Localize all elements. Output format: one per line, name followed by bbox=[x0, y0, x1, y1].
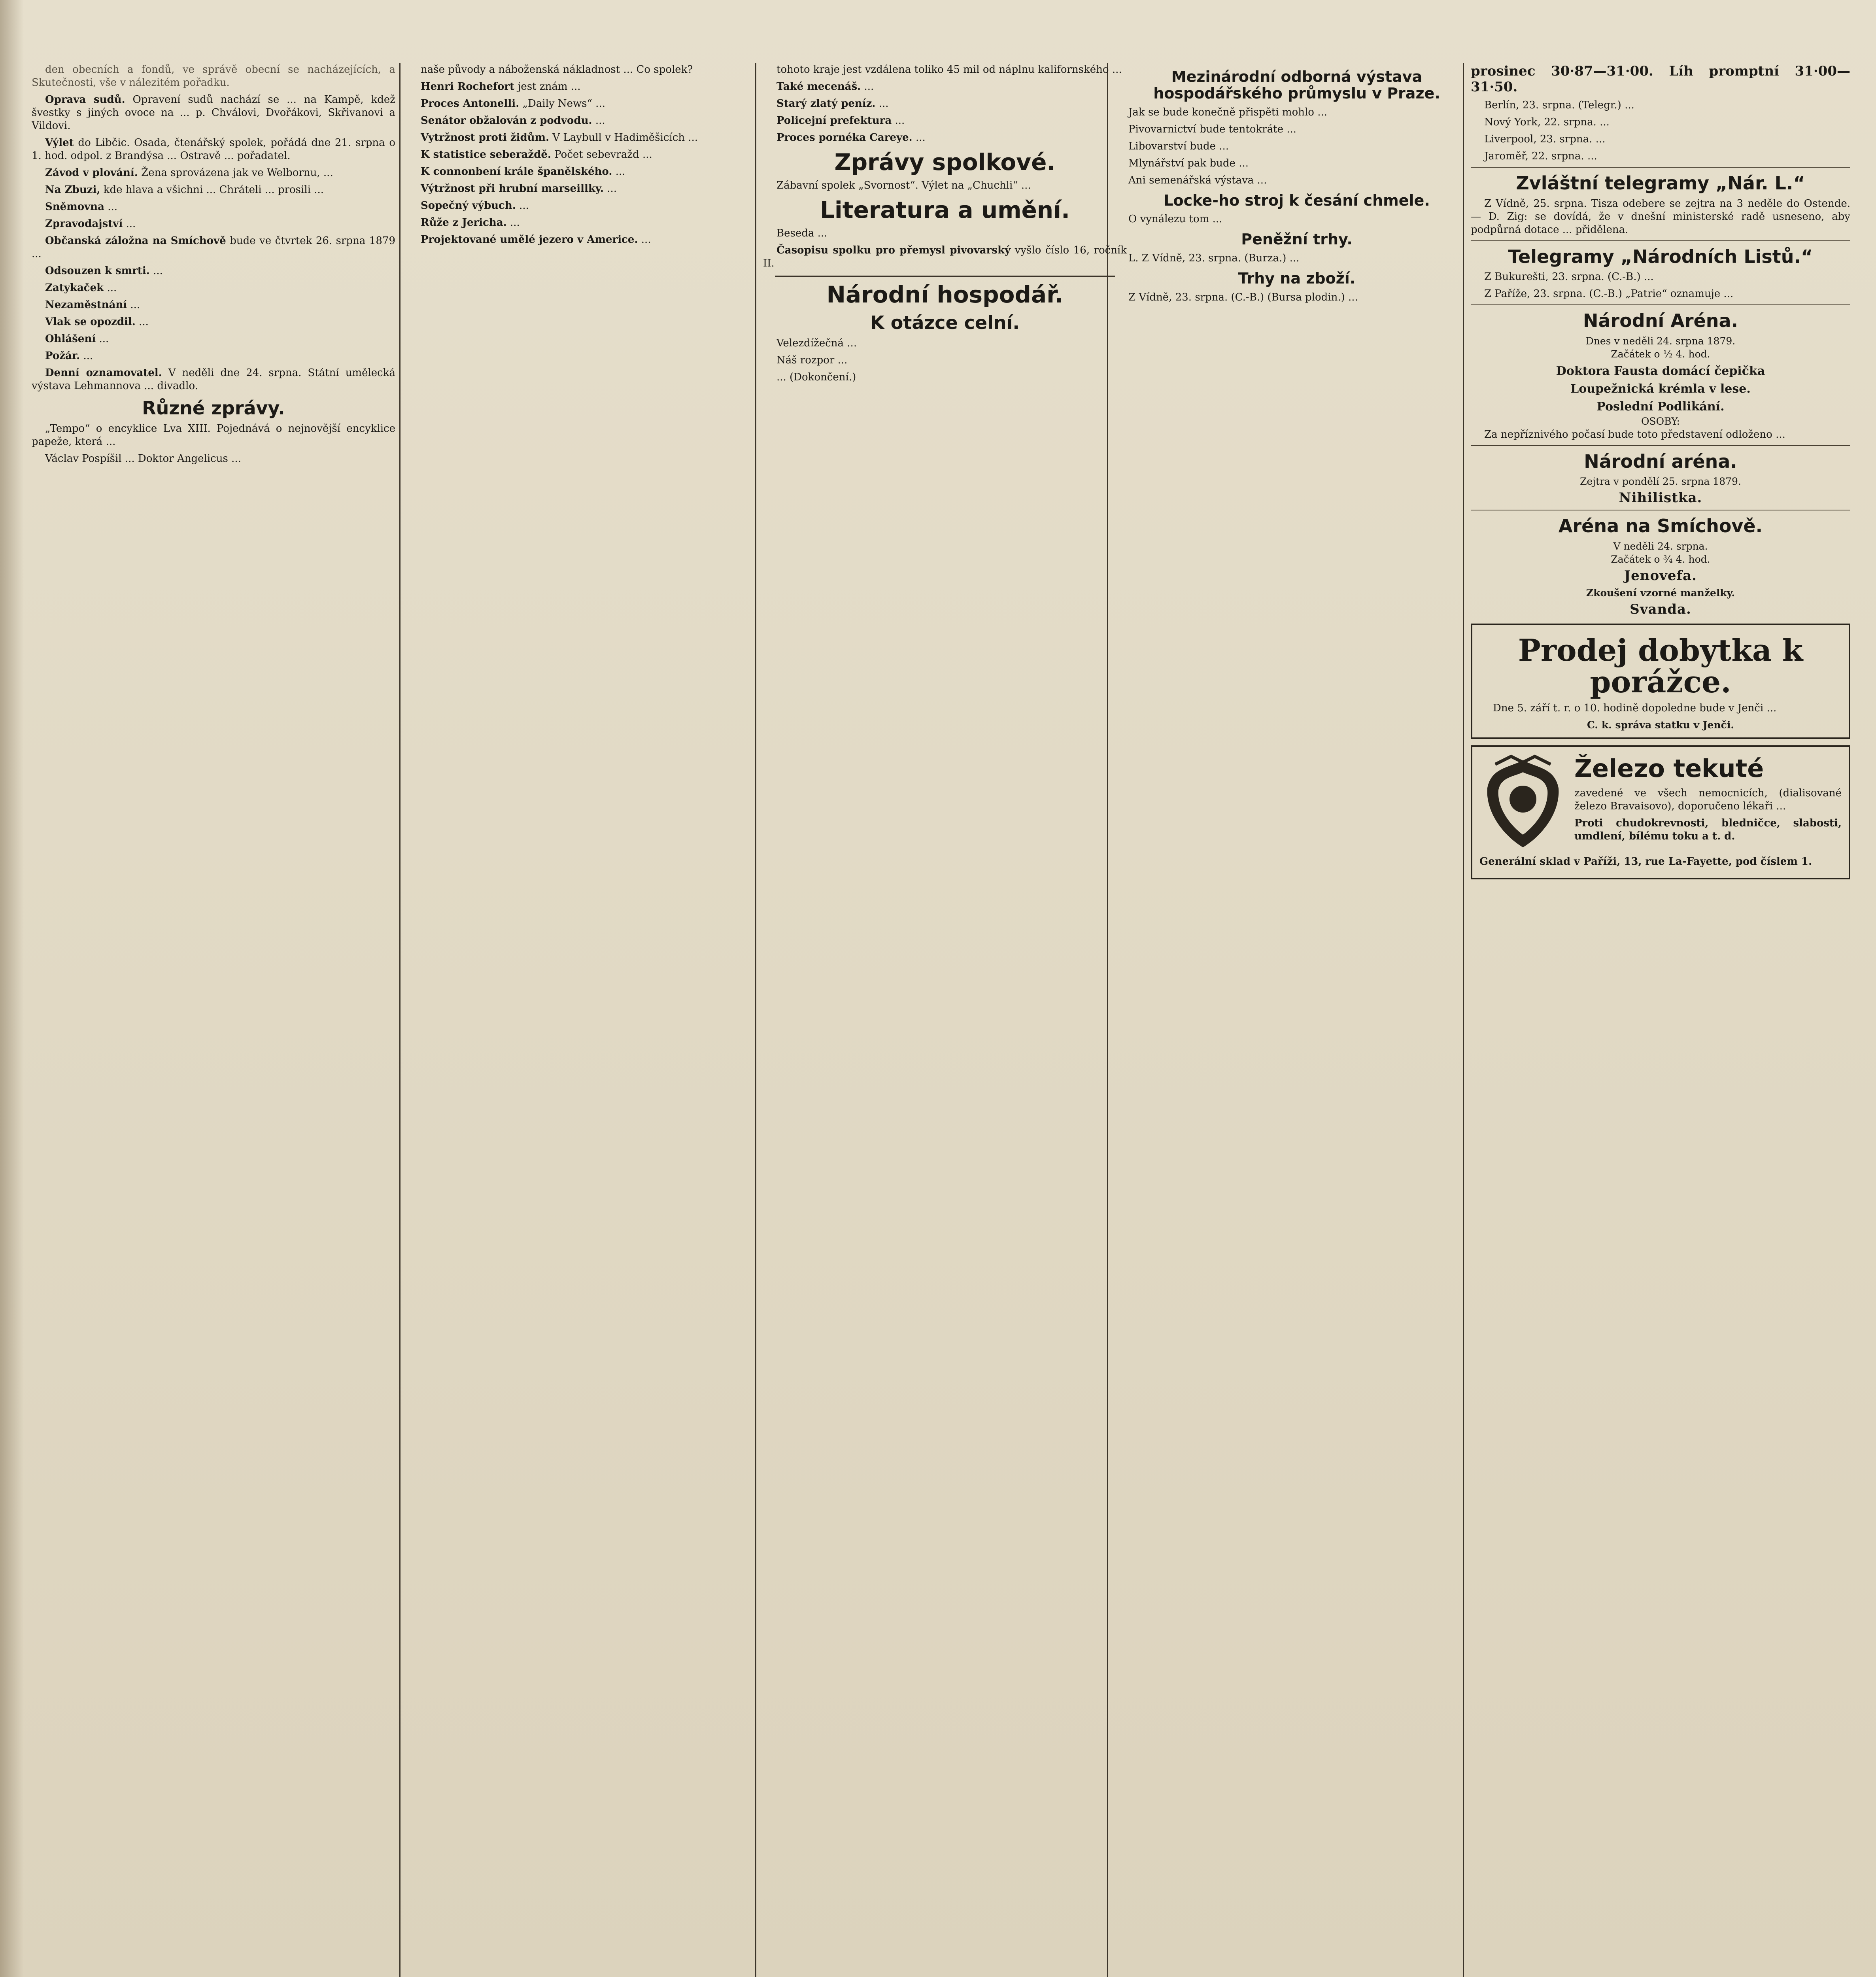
article-lead: Senátor obžalován z podvodu. bbox=[421, 115, 592, 127]
article-lead: Zatykaček bbox=[45, 282, 104, 294]
article-text: ... bbox=[108, 201, 117, 213]
section-divider bbox=[1471, 304, 1850, 305]
article-paragraph: Jak se bude konečně přispěti mohlo ... bbox=[1128, 106, 1327, 118]
section-heading-penezni-trhy: Peněžní trhy. bbox=[1241, 231, 1353, 248]
article-paragraph: Z Vídně, 25. srpna. Tisza odebere se zejtra na 3 neděle do Ostende. — D. Zig: se dovídá, že v dnešní ministerské radě usneseno, aby podpůrná dotace ... přidělena. bbox=[1471, 197, 1850, 236]
article-paragraph bbox=[32, 183, 395, 197]
article-text: ... bbox=[519, 200, 529, 212]
article-text: vyšlo číslo 16, ročník II. bbox=[763, 244, 1127, 269]
advertisement-cattle-sale bbox=[1471, 624, 1850, 739]
article-text: ... bbox=[126, 218, 136, 230]
article-text: ... bbox=[615, 166, 625, 178]
article-paragraph bbox=[763, 114, 1127, 127]
article-paragraph bbox=[32, 166, 395, 180]
article-paragraph bbox=[407, 80, 771, 93]
article-lead: Občanská záložna na Smíchově bbox=[45, 235, 226, 247]
section-heading-narodni-arena: Národní Aréna. bbox=[1583, 310, 1738, 332]
article-text: jest znám ... bbox=[518, 81, 581, 93]
article-paragraph bbox=[407, 97, 771, 110]
article-paragraph bbox=[32, 265, 395, 278]
arena-play-3: Poslední Podlikání. bbox=[1596, 399, 1725, 414]
article-title-otazka-celni: K otázce celní. bbox=[870, 312, 1020, 334]
article-text: ... bbox=[107, 282, 117, 294]
article-paragraph bbox=[407, 114, 771, 127]
article-lead: Ohlášení bbox=[45, 333, 96, 345]
smichov-play-2: Zkoušení vzorné manželky. bbox=[1586, 587, 1735, 599]
section-divider bbox=[1471, 445, 1850, 446]
article-lead: K connonbení krále španělského. bbox=[421, 166, 612, 178]
article-paragraph: Mlynářství pak bude ... bbox=[1128, 157, 1249, 169]
smichov-date: V neděli 24. srpna. bbox=[1613, 540, 1708, 552]
article-text: V Laybull v Hadiměšicích ... bbox=[552, 132, 698, 144]
arena-cast-label: OSOBY: bbox=[1641, 415, 1680, 427]
article-paragraph: Z Bukurešti, 23. srpna. (C.-B.) ... bbox=[1484, 271, 1654, 283]
article-paragraph: Náš rozpor ... bbox=[776, 354, 848, 366]
article-paragraph bbox=[763, 244, 1127, 270]
article-text: V neděli dne 24. srpna. Státní umělecká výstava Lehmannova ... divadlo. bbox=[32, 367, 395, 392]
article-text: ... bbox=[864, 81, 874, 93]
article-lead: Vlak se opozdil. bbox=[45, 316, 136, 328]
article-paragraph bbox=[32, 217, 395, 231]
market-prices-top: prosinec 30·87—31·00. Líh promptní 31·00—31·50. bbox=[1471, 63, 1850, 95]
arena2-date: Zejtra v pondělí 25. srpna 1879. bbox=[1580, 476, 1741, 488]
iron-ad-signature: Generální sklad v Paříži, 13, rue La-Fayette, pod číslem 1. bbox=[1479, 855, 1812, 868]
article-text: ... bbox=[510, 217, 520, 229]
article-lead: Projektované umělé jezero v Americe. bbox=[421, 234, 638, 246]
article-text: ... bbox=[607, 183, 617, 195]
article-text: ... bbox=[99, 333, 109, 345]
article-paragraph bbox=[32, 234, 395, 261]
article-paragraph: „Tempo“ o encyklice Lva XIII. Pojednává o nejnovější encyklice papeže, která ... bbox=[32, 422, 395, 448]
article-paragraph bbox=[407, 182, 771, 195]
section-heading-trhy-na-zbozi: Trhy na zboží. bbox=[1238, 270, 1356, 287]
section-divider bbox=[775, 276, 1115, 277]
article-text: ... bbox=[915, 132, 926, 144]
article-paragraph bbox=[407, 131, 771, 144]
article-paragraph bbox=[763, 97, 1127, 110]
article-lead: Výtržnost při hrubní marseillky. bbox=[421, 183, 604, 195]
article-text: ... bbox=[895, 115, 905, 127]
article-paragraph bbox=[32, 200, 395, 214]
article-paragraph bbox=[407, 233, 771, 246]
article-lead: Sněmovna bbox=[45, 201, 104, 213]
article-text: Počet sebevražd ... bbox=[554, 149, 652, 161]
article-paragraph bbox=[32, 136, 395, 163]
article-text: kde hlava a všichni ... Chráteli ... prosili ... bbox=[103, 184, 324, 196]
article-paragraph bbox=[32, 282, 395, 295]
article-lead: Proces pornéka Careye. bbox=[776, 132, 912, 144]
article-paragraph bbox=[407, 216, 771, 229]
smichov-play: Jenovefa. bbox=[1624, 567, 1697, 584]
article-paragraph: Z Paříže, 23. srpna. (C.-B.) „Patrie“ oznamuje ... bbox=[1484, 288, 1734, 300]
article-lead: Také mecenáš. bbox=[776, 81, 861, 93]
article-paragraph: Liverpool, 23. srpna. ... bbox=[1484, 133, 1606, 145]
article-paragraph: Beseda ... bbox=[776, 227, 827, 239]
article-text: Opravení sudů nachází se ... na Kampě, kdež švestky s jiných ovoce na ... p. Chválovi, Dvořákovi, Skřivanovi a Vildovi. bbox=[32, 94, 395, 132]
article-paragraph: Jaroměř, 22. srpna. ... bbox=[1484, 150, 1597, 162]
article-paragraph bbox=[407, 165, 771, 178]
article-paragraph: Berlín, 23. srpna. (Telegr.) ... bbox=[1484, 99, 1634, 111]
article-paragraph: Libovarství bude ... bbox=[1128, 140, 1229, 152]
section-heading-locke: Locke-ho stroj k česání chmele. bbox=[1164, 191, 1430, 209]
article-text: ... bbox=[83, 350, 93, 362]
article-lead: Nezaměstnání bbox=[45, 299, 127, 311]
article-text: „Daily News“ ... bbox=[522, 98, 605, 110]
article-paragraph: Za nepříznivého počasí bude toto představení odloženo ... bbox=[1484, 428, 1785, 440]
article-paragraph: Václav Pospíšil ... Doktor Angelicus ... bbox=[45, 452, 241, 465]
column-rule-1 bbox=[399, 63, 401, 1977]
article-paragraph: Pivovarnictví bude tentokráte ... bbox=[1128, 123, 1297, 135]
article-lead: Policejní prefektura bbox=[776, 115, 892, 127]
article-lead: Odsouzen k smrti. bbox=[45, 265, 150, 277]
article-paragraph bbox=[763, 80, 1127, 93]
article-paragraph: Ani semenářská výstava ... bbox=[1128, 174, 1267, 186]
advertisement-iron-tonic bbox=[1471, 745, 1850, 879]
article-paragraph bbox=[32, 367, 395, 393]
article-paragraph: naše původy a náboženská nákladnost ... Co spolek? bbox=[421, 64, 693, 76]
section-heading-narodni-arena-2: Národní aréna. bbox=[1584, 450, 1737, 472]
arena2-play: Nihilistka. bbox=[1619, 490, 1702, 506]
section-heading-vystava: Mezinárodní odborná výstava hospodářského průmyslu v Praze. bbox=[1153, 68, 1440, 102]
column-4 bbox=[1115, 63, 1479, 1977]
article-paragraph: Z Vídně, 23. srpna. (C.-B.) (Bursa plodin.) ... bbox=[1128, 291, 1358, 303]
iron-ad-text-block bbox=[1574, 752, 1842, 847]
article-text: ... bbox=[878, 98, 889, 110]
article-text: ... bbox=[595, 115, 605, 127]
article-lead: Výlet bbox=[45, 137, 74, 149]
article-paragraph bbox=[407, 199, 771, 212]
iron-ad-subtitle: Proti chudokrevnosti, bledničce, slabosti, umdlení, bílému toku a t. d. bbox=[1574, 817, 1842, 842]
column-5 bbox=[1471, 63, 1850, 1977]
section-divider bbox=[1471, 167, 1850, 168]
article-lead: Oprava sudů. bbox=[45, 94, 125, 106]
article-paragraph bbox=[32, 316, 395, 329]
section-heading-ruzne-zpravy: Různé zprávy. bbox=[142, 397, 285, 419]
smichov-play-3: Svanda. bbox=[1630, 601, 1691, 617]
section-heading-zpravy-spolkove: Zprávy spolkové. bbox=[834, 149, 1056, 176]
article-paragraph: den obecních a fondů, ve správě obecní se nacházejících, a Skutečnosti, vše v nálezitém pořadku. bbox=[32, 64, 395, 89]
arena-start: Začátek o ½ 4. hod. bbox=[1611, 348, 1710, 360]
arena-play: Doktora Fausta domácí čepička bbox=[1556, 364, 1765, 378]
column-1 bbox=[32, 63, 395, 1977]
article-lead: Závod v plování. bbox=[45, 167, 138, 179]
article-lead: Henri Rochefort bbox=[421, 81, 515, 93]
article-lead: Denní oznamovatel. bbox=[45, 367, 162, 379]
iron-ad-layout bbox=[1479, 752, 1842, 855]
article-lead: Zpravodajství bbox=[45, 218, 123, 230]
article-lead: K statistice seberaždě. bbox=[421, 149, 551, 161]
article-text: ... bbox=[139, 316, 149, 328]
article-text: ... bbox=[153, 265, 163, 277]
article-paragraph: L. Z Vídně, 23. srpna. (Burza.) ... bbox=[1128, 252, 1300, 265]
section-heading-arena-smichov: Aréna na Smíchově. bbox=[1558, 515, 1763, 537]
article-lead: Růže z Jericha. bbox=[421, 217, 507, 229]
article-lead: Proces Antonelli. bbox=[421, 98, 520, 110]
article-text: ... bbox=[641, 234, 651, 246]
smichov-start: Začátek o ¾ 4. hod. bbox=[1611, 553, 1710, 565]
article-lead: Na Zbuzi, bbox=[45, 184, 100, 196]
article-paragraph bbox=[407, 148, 771, 161]
article-paragraph: ... (Dokončení.) bbox=[776, 371, 856, 383]
article-lead: Časopisu spolku pro přemysl pivovarský bbox=[776, 244, 1011, 256]
article-lead: Vytržnost proti židům. bbox=[421, 132, 550, 144]
section-heading-zvlastni-telegramy: Zvláštní telegramy „Nár. L.“ bbox=[1516, 172, 1805, 194]
column-3 bbox=[763, 63, 1127, 1977]
page-spine-shadow bbox=[0, 0, 24, 1977]
article-text: Žena sprovázena jak ve Welbornu, ... bbox=[141, 167, 333, 179]
article-text: do Libčic. Osada, čtenářský spolek, pořádá dne 21. srpna o 1. hod. odpol. z Brandýsa ... Ostravě ... pořadatel. bbox=[32, 137, 395, 162]
section-heading-literatura: Literatura a umění. bbox=[820, 196, 1070, 223]
article-paragraph: Zábavní spolek „Svornost“. Výlet na „Chuchli“ ... bbox=[776, 179, 1031, 191]
article-paragraph bbox=[32, 350, 395, 363]
article-lead: Starý zlatý peníz. bbox=[776, 98, 876, 110]
coat-of-arms-icon bbox=[1479, 752, 1566, 855]
article-text: bude ve čtvrtek 26. srpna 1879 ... bbox=[32, 235, 395, 260]
article-paragraph: Velezdížečná ... bbox=[776, 337, 857, 349]
iron-ad-title: Železo tekuté bbox=[1574, 754, 1764, 783]
section-divider bbox=[1471, 240, 1850, 241]
arena-date: Dnes v neděli 24. srpna 1879. bbox=[1585, 335, 1736, 347]
ad-title: Prodej dobytka k porážce. bbox=[1518, 632, 1803, 699]
article-lead: Požár. bbox=[45, 350, 80, 362]
arena-play-2: Loupežnická krémla v lese. bbox=[1570, 382, 1751, 396]
article-paragraph: Nový York, 22. srpna. ... bbox=[1484, 116, 1610, 128]
article-paragraph: O vynálezu tom ... bbox=[1128, 213, 1222, 225]
section-heading-telegramy: Telegramy „Národních Listů.“ bbox=[1508, 246, 1813, 267]
article-lead: Sopečný výbuch. bbox=[421, 200, 516, 212]
iron-ad-text: zavedené ve všech nemocnicích, (dialisované železo Bravaisovo), doporučeno lékaři ... bbox=[1574, 787, 1842, 812]
article-text: ... bbox=[130, 299, 140, 311]
article-paragraph bbox=[32, 93, 395, 132]
column-2 bbox=[407, 63, 771, 1977]
article-paragraph bbox=[32, 299, 395, 312]
ad-signature: C. k. správa statku v Jenči. bbox=[1587, 719, 1734, 731]
section-heading-narodni-hospodar: Národní hospodář. bbox=[826, 281, 1064, 308]
article-paragraph bbox=[32, 333, 395, 346]
ad-text: Dne 5. září t. r. o 10. hodině dopoledne bude v Jenči ... bbox=[1493, 702, 1777, 714]
article-paragraph bbox=[763, 131, 1127, 144]
article-paragraph: tohoto kraje jest vzdálena toliko 45 mil od náplnu kalifornského ... bbox=[776, 64, 1122, 76]
